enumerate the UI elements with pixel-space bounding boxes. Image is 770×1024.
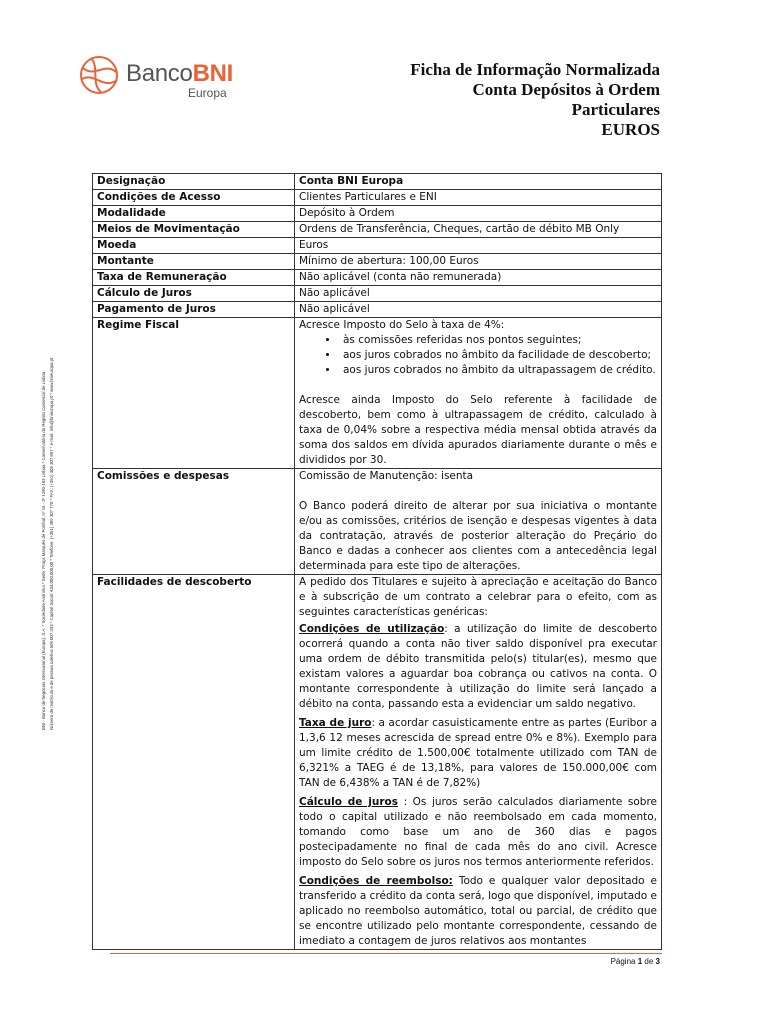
table-row [93, 206, 662, 222]
row-label: Pagamento de Juros [93, 302, 295, 318]
descoberto-intro: A pedido dos Titulares e sujeito à apreciação e aceitação do Banco e à subscrição de um contrato a celebrar para o efeito, com as seguintes características genéricas: [299, 576, 657, 618]
table-row [93, 238, 662, 254]
legal-side-text [40, 310, 100, 730]
heading-reembolso: Condições de reembolso: [299, 875, 453, 887]
title-line-4: EUROS [601, 120, 660, 139]
descoberto-calculo [299, 795, 657, 870]
title-line-3: Particulares [571, 100, 660, 119]
table-row [93, 286, 662, 302]
globe-logo-icon [76, 52, 122, 98]
comissoes-line: Comissão de Manutenção: isenta [299, 470, 474, 482]
title-line-2: Conta Depósitos à Ordem [472, 80, 660, 99]
row-label: Taxa de Remuneração [93, 270, 295, 286]
row-label: Regime Fiscal [93, 318, 295, 469]
table-row [93, 174, 662, 190]
row-label: Meios de Movimentação [93, 222, 295, 238]
footer-divider [110, 953, 662, 954]
regime-paragraph: Acresce ainda Imposto do Selo referente à facilidade de descoberto, bem como à ultrapassagem de crédito, calculado à taxa de 0,04% sobre a respectiva média mensal obtida através da soma dos saldos em dívida apurados diariamente durante o mês e divididos por 30. [299, 394, 657, 466]
table-row [93, 222, 662, 238]
comissoes-paragraph: O Banco poderá direito de alterar por sua iniciativa o montante e/ou as comissões, critérios de isenção e despesas vigentes à data da contratação, através de posterior alteração do Preçário do Banco e dadas a conhecer aos clientes com a antecedência legal determinada para este tipo de alterações. [299, 500, 657, 572]
table-row-comissoes [93, 469, 662, 575]
descoberto-reembolso [299, 874, 657, 949]
descoberto-condicoes [299, 622, 657, 712]
heading-taxa: Taxa de juro [299, 717, 372, 729]
row-label: Cálculo de Juros [93, 286, 295, 302]
legal-line-1: BNI - Banco de Negócios Internacional (Europa), S.A. * Sociedade Anónima * Sede: Praça Marquês de Pombal, nº 16 - 3º 1250-163 Lisboa * Conservatória do Registo Comercial de Lisboa [41, 371, 46, 730]
row-label: Designação [93, 174, 295, 190]
table-row [93, 302, 662, 318]
row-value: Clientes Particulares e ENI [295, 190, 662, 206]
document-title [410, 60, 660, 140]
text-taxa: : a acordar casuisticamente entre as partes (Euribor a 1,3,6 12 meses acrescida de spread entre 0% e 8%). Exemplo para um limite crédito de 1.500,00€ totalmente utilizado com TAN de 6,321% a TAEG é de 13,18%, para valores de 150.000,00€ com TAN de 6,438% a TAN é de 7,82%) [299, 717, 657, 789]
text-reembolso: Todo e qualquer valor depositado e transferido a crédito da conta será, logo que disponível, imputado e aplicado no reembolso automático, total ou parcial, de crédito que se encontre utilizado pelo montante correspondente, cessando de imediato a contagem de juros relativos aos montantes [299, 875, 658, 947]
list-item: • aos juros cobrados no âmbito da ultrapassagem de crédito. [339, 363, 657, 378]
row-value: Não aplicável [295, 302, 662, 318]
page-number: Página 1 de 3 [610, 957, 660, 966]
heading-condicoes: Condições de utilização [299, 623, 445, 635]
list-item: • aos juros cobrados no âmbito da facilidade de descoberto; [339, 348, 657, 363]
row-label: Facilidades de descoberto [93, 575, 295, 950]
row-value: Depósito à Ordem [295, 206, 662, 222]
text-calculo: : Os juros serão calculados diariamente sobre todo o capital utilizado e não reembolsado em cada momento, tomando como base um ano de 360 dias e pagos postecipadamente no final de cada mês do ano civil. Acresce imposto do Selo sobre os juros nos termos anteriormente referidos. [299, 796, 658, 868]
row-label: Comissões e despesas [93, 469, 295, 575]
heading-calculo: Cálculo de juros [299, 796, 399, 808]
row-label: Modalidade [93, 206, 295, 222]
table-row [93, 254, 662, 270]
row-value [295, 575, 662, 950]
bank-name: BancoBNI [126, 60, 233, 87]
row-value [295, 318, 662, 469]
table-row-descoberto [93, 575, 662, 950]
row-value [295, 469, 662, 575]
row-value: Euros [295, 238, 662, 254]
regime-intro: Acresce Imposto do Selo à taxa de 4%: [299, 319, 505, 331]
row-label: Moeda [93, 238, 295, 254]
table-row [93, 190, 662, 206]
row-value: Conta BNI Europa [295, 174, 662, 190]
row-label: Montante [93, 254, 295, 270]
row-value: Ordens de Transferência, Cheques, cartão de débito MB Only [295, 222, 662, 238]
descoberto-taxa [299, 716, 657, 791]
text-condicoes: : a utilização do limite de descoberto ocorrerá quando a conta não tiver saldo disponível pra executar uma ordem de débito transmitida pelo(s) titular(es), mesmo que existam valores a aguardar boa cobrança ou cativos na conta. O montante correspondente à utilização do limite será lançado a débito na conta, passando esta a evidenciar um saldo negativo. [299, 623, 657, 710]
row-value: Mínimo de abertura: 100,00 Euros [295, 254, 662, 270]
table-row [93, 270, 662, 286]
list-item: • às comissões referidas nos pontos seguintes; [339, 333, 657, 348]
row-label: Condições de Acesso [93, 190, 295, 206]
title-line-1: Ficha de Informação Normalizada [410, 60, 660, 79]
row-value: Não aplicável (conta não remunerada) [295, 270, 662, 286]
table-row-regime-fiscal [93, 318, 662, 469]
regime-list [299, 333, 657, 378]
info-table [92, 173, 662, 950]
legal-line-2: Número de matrícula e de pessoa coletiva 509 007 333 * Capital Social: €34.000.000,00 * Telefone: (+351) 309 307 770 * FAX: (+351) 309 307 897 * e-mail: info@bnieuropa.pt * www.bnieuropa.pt [49, 357, 54, 730]
bank-subname: Europa [188, 86, 227, 100]
bank-logo [76, 52, 256, 102]
row-value: Não aplicável [295, 286, 662, 302]
